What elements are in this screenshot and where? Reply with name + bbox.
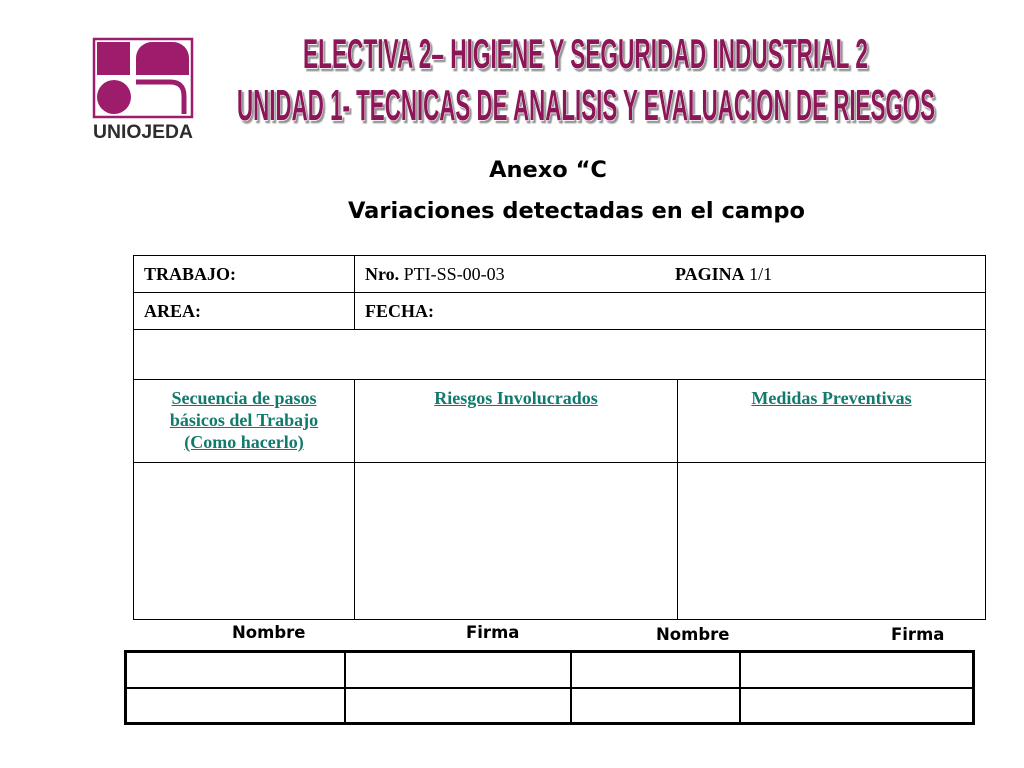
form-body	[134, 256, 986, 620]
firma-label-2: Firma	[891, 625, 945, 644]
signature-body	[126, 652, 974, 724]
annex-subtitle: Variaciones detectadas en el campo	[348, 198, 805, 224]
header-graphics	[0, 0, 1024, 145]
trabajo-cell	[134, 256, 355, 293]
measures-header-cell	[678, 380, 986, 463]
fecha-label: FECHA:	[365, 301, 434, 321]
nro-value: PTI-SS-00-03	[403, 264, 505, 284]
area-cell	[134, 293, 355, 330]
fecha-cell	[355, 293, 986, 330]
logo-square	[97, 42, 130, 75]
document-info-cell	[355, 256, 986, 293]
signature-cell	[740, 652, 974, 688]
signature-cell	[571, 688, 740, 724]
measures-header-link[interactable]: Medidas Preventivas	[751, 388, 912, 408]
blank-row	[134, 330, 986, 380]
field-variations-form	[133, 255, 986, 620]
steps-header-link[interactable]: Secuencia de pasos básicos del Trabajo (Como hacerlo)	[169, 388, 319, 452]
risks-entry-cell	[355, 463, 678, 620]
logo-circle	[97, 80, 131, 114]
nombre-label-2: Nombre	[656, 625, 730, 644]
job-row	[134, 256, 986, 293]
signature-cell	[345, 688, 571, 724]
signature-table	[124, 650, 975, 725]
signature-cell	[740, 688, 974, 724]
nro-label: Nro.	[365, 264, 400, 284]
signature-cell	[126, 652, 345, 688]
trabajo-label: TRABAJO:	[144, 264, 237, 284]
steps-header-cell	[134, 380, 355, 463]
annex-title: Anexo “C	[489, 157, 607, 183]
column-header-row	[134, 380, 986, 463]
pagina-value: 1/1	[749, 264, 773, 284]
steps-entry-cell	[134, 463, 355, 620]
uniojeda-logo	[93, 39, 193, 143]
entry-row	[134, 463, 986, 620]
pagina-group	[675, 263, 772, 285]
area-label: AREA:	[144, 301, 201, 321]
logo-hook	[136, 82, 184, 114]
signature-row	[126, 652, 974, 688]
area-row	[134, 293, 986, 330]
logo-wordmark: UNIOJEDA	[93, 122, 194, 143]
signature-cell	[571, 652, 740, 688]
nombre-label-1: Nombre	[232, 623, 306, 642]
document-info	[365, 263, 975, 285]
firma-label-1: Firma	[466, 623, 520, 642]
risks-header-cell	[355, 380, 678, 463]
measures-entry-cell	[678, 463, 986, 620]
logo-arch	[136, 42, 189, 75]
signature-cell	[126, 688, 345, 724]
unit-title: UNIDAD 1- TECNICAS DE ANALISIS Y EVALUACION DE RIESGOS	[237, 81, 935, 130]
pagina-label: PAGINA	[675, 264, 745, 284]
blank-row-cell	[134, 330, 986, 380]
signature-cell	[345, 652, 571, 688]
signature-row	[126, 688, 974, 724]
risks-header-link[interactable]: Riesgos Involucrados	[434, 388, 598, 408]
course-title: ELECTIVA 2– HIGIENE Y SEGURIDAD INDUSTRIAL 2	[303, 30, 868, 77]
